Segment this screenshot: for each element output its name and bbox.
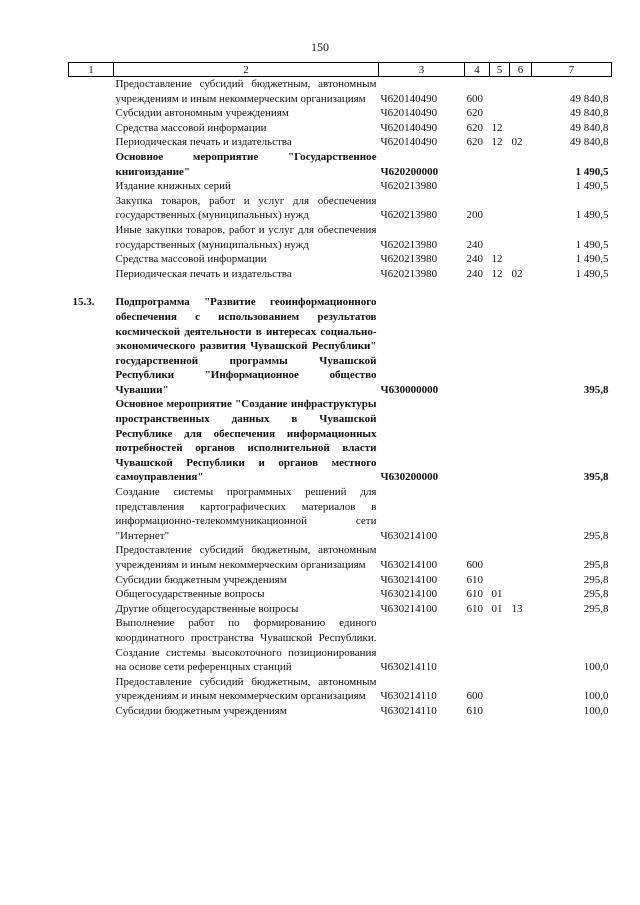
row-subsection bbox=[510, 573, 532, 588]
row-expense-type: 620 bbox=[466, 107, 483, 120]
row-name: Выполнение работ по формированию единого координатного пространства Чувашской Республики. Создание системы высокоточного позиционирования на основе сети референцных станций bbox=[115, 617, 377, 674]
header-cell: 6 bbox=[510, 63, 532, 77]
table-row bbox=[69, 194, 612, 223]
row-expense-type bbox=[465, 397, 490, 485]
budget-table bbox=[68, 62, 612, 719]
row-expense-type: 620 bbox=[466, 136, 483, 149]
row-code: Ч630214110 bbox=[380, 661, 437, 674]
row-expense-type: 610 bbox=[466, 588, 483, 601]
row-amount: 295,8 bbox=[583, 602, 609, 615]
row-section bbox=[490, 106, 510, 121]
row-section bbox=[490, 179, 510, 194]
row-code: Ч620200000 bbox=[380, 165, 439, 178]
row-name: Закупка товаров, работ и услуг для обеспечения государственных (муниципальных) нужд bbox=[115, 194, 377, 222]
row-name: Субсидии бюджетным учреждениям bbox=[115, 704, 287, 717]
row-code: Ч630214110 bbox=[380, 690, 437, 703]
row-section bbox=[490, 397, 510, 485]
row-amount: 395,8 bbox=[583, 471, 609, 484]
row-expense-type: 610 bbox=[466, 602, 483, 615]
row-section bbox=[490, 543, 510, 572]
row-name: Иные закупки товаров, работ и услуг для обеспечения государственных (муниципальных) нужд bbox=[115, 223, 377, 251]
row-section bbox=[490, 616, 510, 674]
row-number: 15.3. bbox=[72, 296, 95, 309]
header-cell: 7 bbox=[532, 63, 612, 77]
table-row bbox=[69, 587, 612, 602]
row-subsection: 13 bbox=[511, 602, 523, 615]
row-section bbox=[490, 194, 510, 223]
row-name: Периодическая печать и издательства bbox=[115, 136, 292, 149]
row-amount: 49 840,8 bbox=[570, 136, 609, 149]
row-amount: 49 840,8 bbox=[570, 107, 609, 120]
table-row bbox=[69, 150, 612, 179]
row-name: Средства массовой информации bbox=[115, 121, 267, 134]
row-expense-type: 620 bbox=[466, 121, 483, 134]
row-section: 12 bbox=[491, 121, 503, 134]
row-name: Субсидии бюджетным учреждениям bbox=[115, 573, 287, 586]
row-name: Периодическая печать и издательства bbox=[115, 267, 292, 280]
row-expense-type bbox=[465, 179, 490, 194]
row-number bbox=[69, 587, 114, 602]
row-expense-type: 240 bbox=[466, 238, 483, 251]
row-subsection bbox=[510, 397, 532, 485]
row-name: Предоставление субсидий бюджетным, автономным учреждениям и иным некоммерческим организациям bbox=[115, 78, 377, 105]
row-name: Средства массовой информации bbox=[115, 253, 267, 266]
row-number bbox=[69, 77, 114, 107]
header-cell: 2 bbox=[114, 63, 379, 77]
row-code: Ч630214110 bbox=[380, 704, 437, 717]
row-number bbox=[69, 194, 114, 223]
row-expense-type bbox=[465, 485, 490, 543]
row-subsection bbox=[510, 485, 532, 543]
row-name: Предоставление субсидий бюджетным, автономным учреждениям и иным некоммерческим организациям bbox=[115, 675, 377, 703]
row-section bbox=[490, 573, 510, 588]
header-cell: 4 bbox=[465, 63, 490, 77]
row-amount: 1 490,5 bbox=[575, 165, 609, 178]
row-amount: 100,0 bbox=[583, 661, 609, 674]
row-expense-type: 240 bbox=[466, 253, 483, 266]
row-name: Издание книжных серий bbox=[115, 180, 231, 193]
row-subsection bbox=[510, 179, 532, 194]
table-row bbox=[69, 295, 612, 397]
row-subsection bbox=[510, 543, 532, 572]
row-number bbox=[69, 675, 114, 704]
table-header bbox=[69, 63, 612, 77]
row-code: Ч620213980 bbox=[380, 209, 438, 222]
row-subsection: 02 bbox=[511, 267, 523, 280]
row-code: Ч630200000 bbox=[380, 471, 439, 484]
row-number bbox=[69, 252, 114, 267]
row-code: Ч620213980 bbox=[380, 267, 438, 280]
row-name: Основное мероприятие "Создание инфраструктуры пространственных данных в Чувашской Республике для обеспечения информационных потребностей органов исполнительной власти Чувашской Республики и органов местного самоуправления" bbox=[115, 398, 377, 484]
row-number bbox=[69, 485, 114, 543]
row-name: Общегосударственные вопросы bbox=[115, 588, 265, 601]
row-amount: 1 490,5 bbox=[575, 267, 609, 280]
row-expense-type bbox=[465, 150, 490, 179]
row-name: Основное мероприятие "Государственное книгоиздание" bbox=[115, 150, 377, 178]
row-section: 12 bbox=[491, 136, 503, 149]
row-number bbox=[69, 602, 114, 617]
table-row bbox=[69, 675, 612, 704]
row-code: Ч630214100 bbox=[380, 588, 438, 601]
row-code: Ч630214100 bbox=[380, 529, 438, 542]
row-section bbox=[490, 675, 510, 704]
row-expense-type: 200 bbox=[466, 209, 483, 222]
row-section: 01 bbox=[491, 602, 503, 615]
row-name: Субсидии автономным учреждениям bbox=[115, 107, 289, 120]
row-subsection bbox=[510, 252, 532, 267]
row-section bbox=[490, 150, 510, 179]
row-name: Подпрограмма "Развитие геоинформационного обеспечения с использованием результатов космической деятельности в интересах социально-экономического развития Чувашской Республики" государственной программы Чувашской Республики "Информационное общество Чувашии" bbox=[115, 296, 377, 396]
row-subsection bbox=[510, 295, 532, 397]
row-amount: 295,8 bbox=[583, 529, 609, 542]
row-subsection bbox=[510, 121, 532, 136]
row-subsection bbox=[510, 587, 532, 602]
table-row bbox=[69, 106, 612, 121]
table-row bbox=[69, 616, 612, 674]
row-number bbox=[69, 150, 114, 179]
row-subsection: 02 bbox=[511, 136, 523, 149]
row-name: Другие общегосударственные вопросы bbox=[115, 602, 299, 615]
row-subsection bbox=[510, 675, 532, 704]
table-row bbox=[69, 252, 612, 267]
row-amount: 1 490,5 bbox=[575, 238, 609, 251]
row-amount: 295,8 bbox=[583, 588, 609, 601]
table-row bbox=[69, 602, 612, 617]
row-amount: 100,0 bbox=[583, 704, 609, 717]
page-number: 150 bbox=[311, 40, 329, 54]
table-row bbox=[69, 223, 612, 252]
row-expense-type bbox=[465, 616, 490, 674]
row-code: Ч630214100 bbox=[380, 602, 438, 615]
table-body bbox=[69, 77, 612, 719]
row-amount: 49 840,8 bbox=[570, 92, 609, 105]
row-expense-type: 600 bbox=[466, 690, 483, 703]
row-name: Предоставление субсидий бюджетным, автономным учреждениям и иным некоммерческим организациям bbox=[115, 544, 377, 571]
row-expense-type: 610 bbox=[466, 704, 483, 717]
row-subsection bbox=[510, 223, 532, 252]
row-section: 01 bbox=[491, 588, 503, 601]
row-code: Ч620213980 bbox=[380, 238, 438, 251]
row-code: Ч620140490 bbox=[380, 107, 438, 120]
row-subsection bbox=[510, 194, 532, 223]
row-amount: 295,8 bbox=[583, 559, 609, 571]
row-number bbox=[69, 616, 114, 674]
header-cell: 3 bbox=[379, 63, 465, 77]
row-code: Ч630214100 bbox=[380, 573, 438, 586]
table-row bbox=[69, 179, 612, 194]
row-amount: 100,0 bbox=[583, 690, 609, 703]
row-amount: 1 490,5 bbox=[575, 253, 609, 266]
row-subsection bbox=[510, 77, 532, 107]
header-cell: 1 bbox=[69, 63, 114, 77]
row-section bbox=[490, 223, 510, 252]
row-expense-type bbox=[465, 295, 490, 397]
row-name: Создание системы программных решений для представления картографических материалов в информационно-телекоммуникационной сети "Интернет" bbox=[115, 486, 377, 542]
row-section bbox=[490, 295, 510, 397]
row-amount: 49 840,8 bbox=[570, 121, 609, 134]
row-subsection bbox=[510, 704, 532, 719]
row-section bbox=[490, 704, 510, 719]
row-subsection bbox=[510, 616, 532, 674]
header-cell: 5 bbox=[490, 63, 510, 77]
row-code: Ч620140490 bbox=[380, 92, 438, 105]
row-amount: 395,8 bbox=[583, 383, 609, 396]
row-code: Ч620213980 bbox=[380, 180, 438, 193]
table-row bbox=[69, 267, 612, 282]
row-code: Ч620140490 bbox=[380, 136, 438, 149]
table-row bbox=[69, 121, 612, 136]
row-number bbox=[69, 397, 114, 485]
table-spacer-row bbox=[69, 281, 612, 295]
row-section bbox=[490, 485, 510, 543]
table-row bbox=[69, 573, 612, 588]
row-section bbox=[490, 77, 510, 107]
row-amount: 1 490,5 bbox=[575, 180, 609, 193]
row-number bbox=[69, 121, 114, 136]
row-number bbox=[69, 106, 114, 121]
row-amount: 295,8 bbox=[583, 573, 609, 586]
table-row bbox=[69, 543, 612, 572]
row-number bbox=[69, 543, 114, 572]
row-code: Ч630000000 bbox=[380, 383, 439, 396]
row-expense-type: 610 bbox=[466, 573, 483, 586]
row-section: 12 bbox=[491, 267, 503, 280]
row-expense-type: 600 bbox=[466, 559, 483, 571]
row-subsection bbox=[510, 106, 532, 121]
table-row bbox=[69, 704, 612, 719]
table-row bbox=[69, 135, 612, 150]
row-subsection bbox=[510, 150, 532, 179]
row-code: Ч630214100 bbox=[380, 559, 438, 571]
row-number bbox=[69, 573, 114, 588]
row-code: Ч620140490 bbox=[380, 121, 438, 134]
table-row bbox=[69, 397, 612, 485]
row-section: 12 bbox=[491, 253, 503, 266]
row-number bbox=[69, 179, 114, 194]
row-amount: 1 490,5 bbox=[575, 209, 609, 222]
row-expense-type: 600 bbox=[466, 92, 483, 105]
row-expense-type: 240 bbox=[466, 267, 483, 280]
row-number bbox=[69, 267, 114, 282]
table-row bbox=[69, 77, 612, 107]
row-number bbox=[69, 704, 114, 719]
row-number bbox=[69, 135, 114, 150]
spacer-cell bbox=[69, 281, 612, 295]
row-code: Ч620213980 bbox=[380, 253, 438, 266]
table-row bbox=[69, 485, 612, 543]
row-number bbox=[69, 223, 114, 252]
